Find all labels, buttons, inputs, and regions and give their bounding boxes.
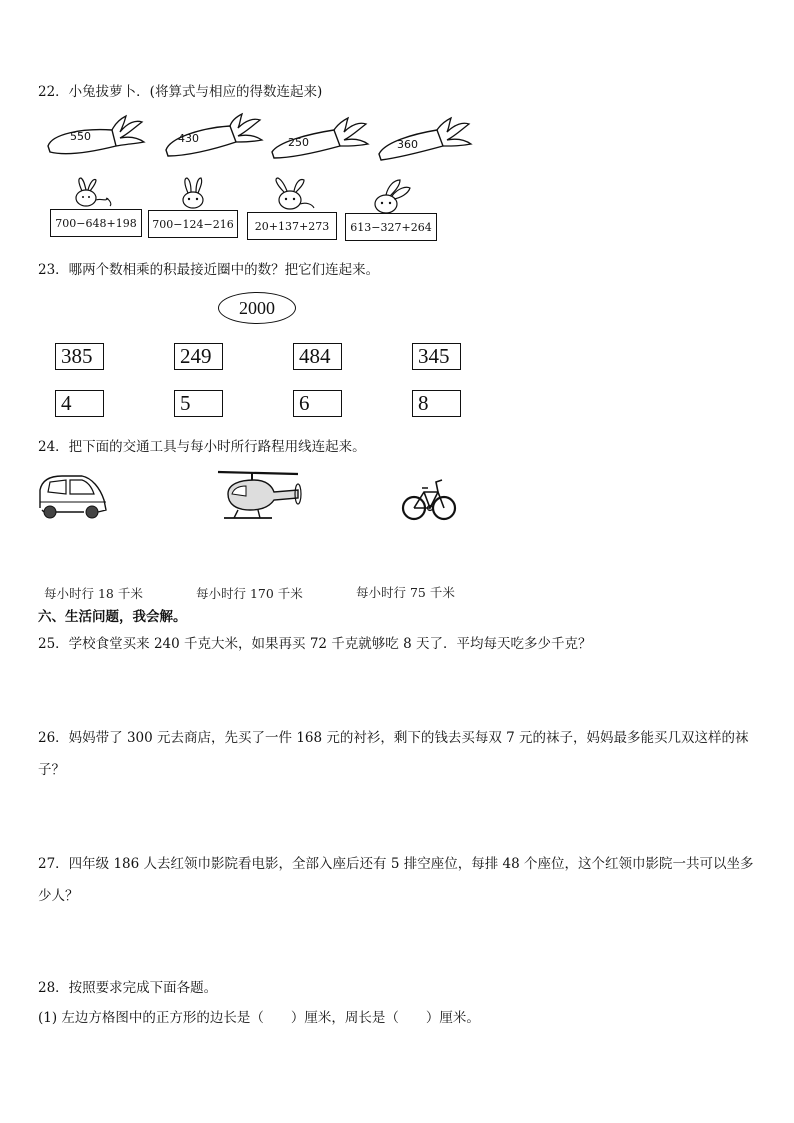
- q22-title: 22．小兔拔萝卜．(将算式与相应的得数连起来): [38, 84, 323, 100]
- bunny-icon: [270, 174, 320, 214]
- factor-box-6[interactable]: 6: [293, 390, 342, 417]
- carrot-value: 430: [178, 132, 199, 145]
- expression-box-2[interactable]: 700−124−216: [148, 210, 238, 238]
- target-oval: 2000: [218, 292, 296, 324]
- expression-box-4[interactable]: 613−327+264: [345, 213, 437, 241]
- factor-box-385[interactable]: 385: [55, 343, 104, 370]
- factor-box-4[interactable]: 4: [55, 390, 104, 417]
- bunny-icon: [366, 176, 416, 216]
- q27-text: 27．四年级 186 人去红领巾影院看电影，全部入座后还有 5 排空座位，每排 48 个座位，这个红领巾影院一共可以坐多少人？: [38, 856, 754, 904]
- carrot-2[interactable]: [160, 112, 268, 168]
- car-icon[interactable]: [36, 472, 110, 522]
- speed-label-1[interactable]: 每小时行 18 千米: [44, 586, 143, 601]
- carrot-icon: [268, 114, 376, 170]
- carrot-icon: [42, 112, 150, 168]
- speed-label-2[interactable]: 每小时行 170 千米: [196, 586, 303, 601]
- carrot-1[interactable]: [42, 112, 150, 168]
- factor-box-8[interactable]: 8: [412, 390, 461, 417]
- carrot-value: 550: [70, 130, 91, 143]
- factor-box-345[interactable]: 345: [412, 343, 461, 370]
- carrot-icon: [160, 112, 268, 168]
- carrot-3[interactable]: [268, 114, 376, 170]
- bunny-icon: [174, 176, 214, 210]
- q23-title: 23．哪两个数相乘的积最接近圈中的数？把它们连起来。: [38, 262, 380, 278]
- factor-box-5[interactable]: 5: [174, 390, 223, 417]
- q25-text: 25．学校食堂买来 240 千克大米，如果再买 72 千克就够吃 8 天了．平均每天吃多少千克？: [38, 636, 592, 652]
- q28-title: 28．按照要求完成下面各题。: [38, 980, 218, 996]
- carrot-4[interactable]: [375, 114, 483, 170]
- q26-text: 26．妈妈带了 300 元去商店，先买了一件 168 元的衬衫，剩下的钱去买每双 7 元的袜子，妈妈最多能买几双这样的袜子？: [38, 730, 749, 778]
- helicopter-icon[interactable]: [214, 466, 304, 526]
- expression-box-1[interactable]: 700−648+198: [50, 209, 142, 237]
- factor-box-249[interactable]: 249: [174, 343, 223, 370]
- q24-title: 24．把下面的交通工具与每小时所行路程用线连起来。: [38, 439, 366, 455]
- expression-box-3[interactable]: 20+137+273: [247, 212, 337, 240]
- section-6-heading: 六、生活问题，我会解。: [38, 609, 187, 625]
- carrot-icon: [375, 114, 483, 170]
- bicycle-icon[interactable]: [400, 466, 460, 528]
- factor-box-484[interactable]: 484: [293, 343, 342, 370]
- carrot-value: 250: [288, 136, 309, 149]
- bunny-icon: [68, 176, 118, 210]
- carrot-value: 360: [397, 138, 418, 151]
- q28-sub1: (1) 左边方格图中的正方形的边长是（ ）厘米，周长是（ ）厘米。: [38, 1010, 480, 1026]
- speed-label-3[interactable]: 每小时行 75 千米: [356, 585, 455, 600]
